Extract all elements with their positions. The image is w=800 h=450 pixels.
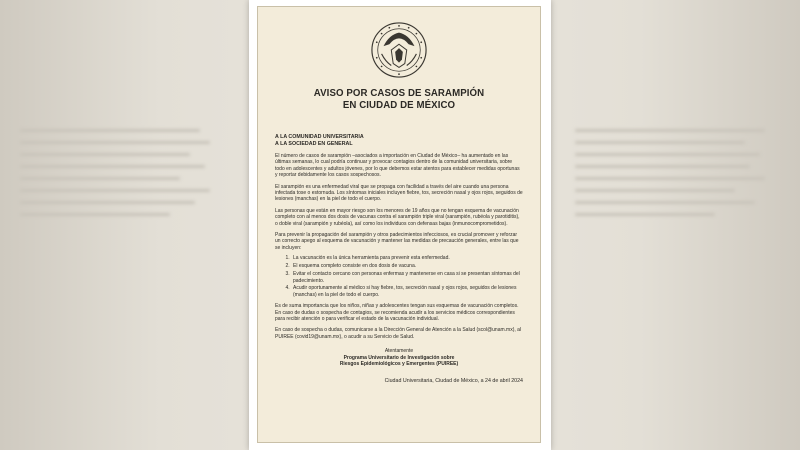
- closing-text: Atentamente: [384, 348, 414, 355]
- title-line-1: AVISO POR CASOS DE SARAMPIÓN: [313, 87, 485, 99]
- org-line-2: Riesgos Epidemiológicos y Emergentes (PUIREE): [339, 361, 459, 368]
- document-photo: [249, 0, 551, 450]
- place-date: Ciudad Universitaria, Ciudad de México, a 24 de abril 2024: [384, 378, 523, 385]
- list-item: 3. Evitar el contacto cercano con personas enfermas y mantenerse en casa si se presentan síntomas del padecimiento.: [291, 271, 523, 284]
- title-line-2: EN CIUDAD DE MÉXICO: [342, 99, 456, 111]
- signature-block: [275, 348, 523, 367]
- list-item: 4. Acudir oportunamente al médico si hay fiebre, tos, secreción nasal y ojos rojos, seguidos de lesiones (manchas) en la piel de todo el cuerpo.: [291, 285, 523, 298]
- paragraph: Para prevenir la propagación del sarampión y otros padecimientos infecciosos, es crucial promover y reforzar un correcto apego al esquema de vacunación y mantener las medidas de precaución generales, entre las que se incluyen:: [275, 232, 519, 251]
- notice-sheet: [257, 6, 541, 443]
- notice-title: [285, 87, 513, 111]
- addressee-line-1: A LA COMUNIDAD UNIVERSITARIA: [275, 134, 364, 140]
- blurred-background-lines-left: [20, 120, 220, 225]
- blurred-background-lines-right: [575, 120, 775, 225]
- paragraph: El sarampión es una enfermedad viral que se propaga con facilidad a través del aire cuando una persona infectada tose o estornuda. Los síntomas iniciales incluyen fiebre, tos, secreción nasal y ojos rojos, seguidos de lesiones (manchas) en la piel de todo el cuerpo.: [275, 183, 523, 203]
- list-item: 2. El esquema completo consiste en dos dosis de vacuna.: [291, 263, 523, 269]
- precautions-list: [275, 255, 523, 298]
- addressee: [275, 134, 523, 148]
- unam-seal-icon: [370, 21, 428, 79]
- paragraph: Las personas que están en mayor riesgo son los menores de 19 años que no tengan esquema de vacunación completo con al menos dos dosis de vacunas contra el sarampión triple viral (sarampión, rubéola y parotiditis), o doble viral (sarampión y rubéola), así como los individuos con defensas bajas (inmunocomprometidos).: [275, 207, 520, 227]
- org-line-1: Programa Universitario de Investigación sobre: [343, 354, 455, 361]
- paragraph: Es de suma importancia que los niños, niñas y adolescentes tengan sus esquemas de vacunación completos. En caso de dudas o sospecha de contagios, se recomienda acudir a los servicios médicos correspondientes para recibir atención o para verificar el estado de la vacunación individual.: [275, 303, 519, 323]
- list-item: 1. La vacunación es la única herramienta para prevenir esta enfermedad.: [291, 255, 523, 261]
- paragraph: El número de casos de sarampión –asociados a importación en Ciudad de México– ha aumentado en las últimas semanas, lo cual podría continuar y provocar contagios dentro de la comunidad universitaria, sobre todo en adolescentes y adultos jóvenes, por lo que debemos estar atentos para establecer medidas oportunas y reportar debidamente los casos sospechosos.: [275, 153, 520, 179]
- addressee-line-2: A LA SOCIEDAD EN GENERAL: [275, 141, 353, 147]
- paragraph: En caso de sospecha o dudas, comunicarse a la Dirección General de Atención a la Salud (scol@unam.mx), al PUIREE (covid19@unam.mx), o acudir a su Servicio de Salud.: [275, 327, 522, 340]
